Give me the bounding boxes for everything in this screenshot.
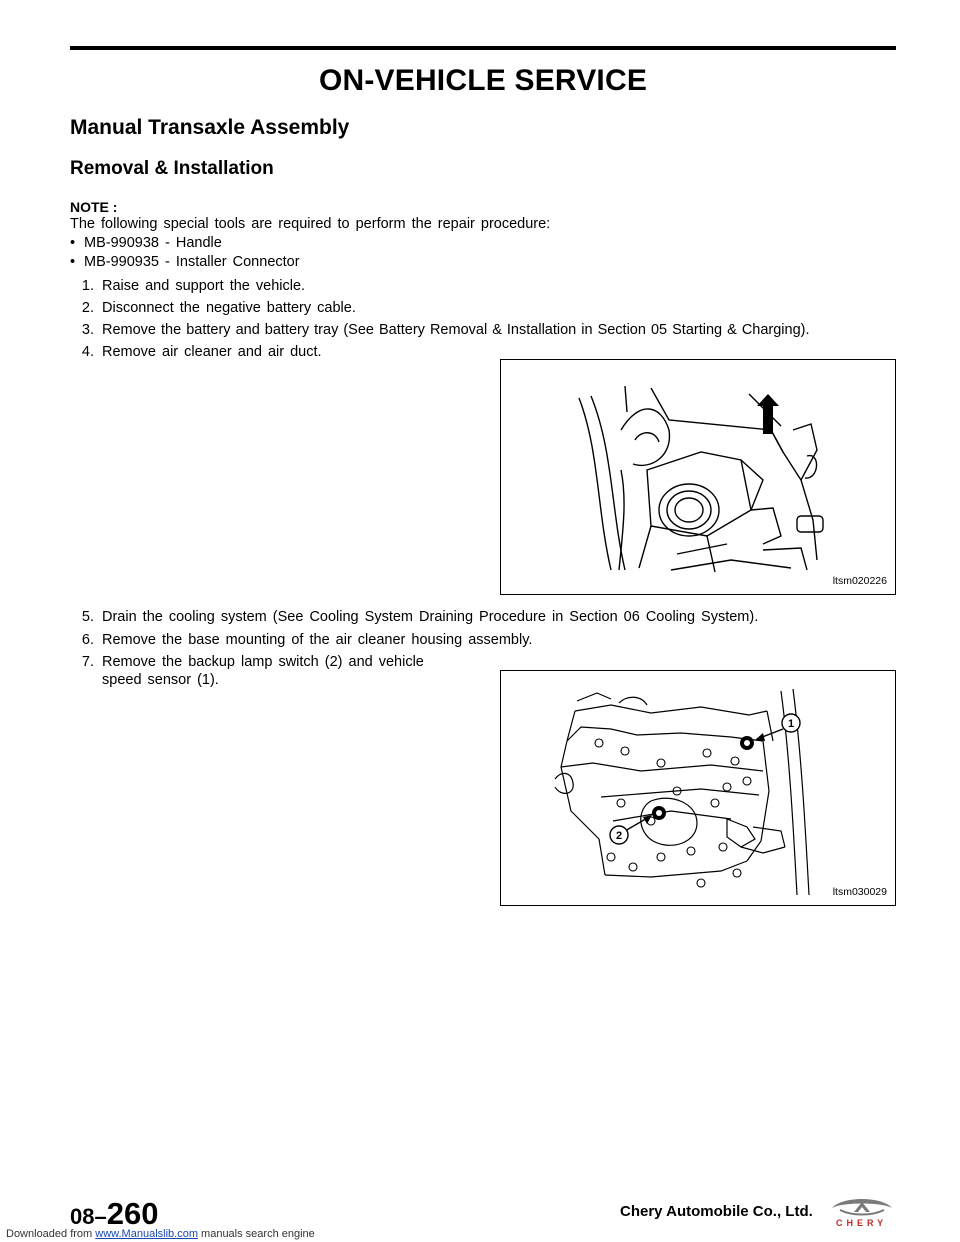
figure-code: ltsm020226 (832, 575, 887, 587)
step-text: Disconnect the negative battery cable. (102, 300, 356, 316)
step-text-continued: speed sensor (1). (102, 672, 219, 688)
transaxle-illustration (501, 671, 895, 905)
download-suffix: manuals search engine (197, 1228, 315, 1240)
manualslib-link[interactable]: www.Manualslib.com (95, 1228, 198, 1240)
tool-list-item (70, 254, 300, 270)
step-number: 7. (81, 654, 94, 670)
step-text: Remove the battery and battery tray (See Battery Removal & Installation in Section 05 Starting & Charging). (102, 322, 810, 338)
step-item (70, 632, 532, 648)
step-text: Raise and support the vehicle. (102, 278, 306, 294)
step-number: 2. (81, 300, 94, 316)
step-item (70, 609, 758, 625)
logo-text: CHERY (836, 1218, 888, 1228)
company-name: Chery Automobile Co., Ltd. (620, 1203, 813, 1220)
step-item (70, 278, 305, 294)
speed-sensor-icon (740, 736, 754, 750)
step-item (70, 300, 356, 316)
tool-list-item (70, 235, 222, 251)
page-number-value: 260 (106, 1196, 159, 1231)
step-item (70, 322, 810, 338)
figure-air-cleaner (500, 359, 896, 595)
step-number: 6. (81, 632, 94, 648)
air-cleaner-illustration (501, 360, 895, 594)
page-number (70, 1196, 158, 1232)
step-item (70, 344, 322, 360)
download-banner (6, 1228, 315, 1240)
section-title: Manual Transaxle Assembly (70, 116, 350, 139)
step-number: 1. (81, 278, 94, 294)
page-title: ON-VEHICLE SERVICE (318, 64, 648, 97)
note-label: NOTE : (70, 199, 118, 215)
step-text: Remove air cleaner and air duct. (102, 344, 322, 360)
note-text: The following special tools are required to perform the repair procedure: (70, 216, 551, 232)
tool-item-text: MB-990938 - Handle (84, 235, 222, 251)
callout-1-label: 1 (787, 718, 795, 730)
step-number: 4. (81, 344, 94, 360)
callout-2-label: 2 (615, 830, 623, 842)
subsection-title: Removal & Installation (70, 158, 274, 179)
step-number: 5. (81, 609, 94, 625)
figure-transaxle (500, 670, 896, 906)
download-prefix: Downloaded from (6, 1228, 96, 1240)
backup-lamp-switch-icon (652, 806, 666, 820)
top-rule (70, 46, 896, 50)
figure-code: ltsm030029 (832, 886, 887, 898)
page-prefix: 08– (70, 1204, 107, 1229)
step-item (70, 654, 424, 670)
bullet-icon: • (70, 235, 76, 251)
step-text: Drain the cooling system (See Cooling System Draining Procedure in Section 06 Cooling System). (102, 609, 759, 625)
step-text: Remove the base mounting of the air cleaner housing assembly. (102, 632, 533, 648)
step-number: 3. (81, 322, 94, 338)
tool-item-text: MB-990935 - Installer Connector (84, 254, 300, 270)
step-text: Remove the backup lamp switch (2) and vehicle (102, 654, 424, 670)
bullet-icon: • (70, 254, 76, 270)
